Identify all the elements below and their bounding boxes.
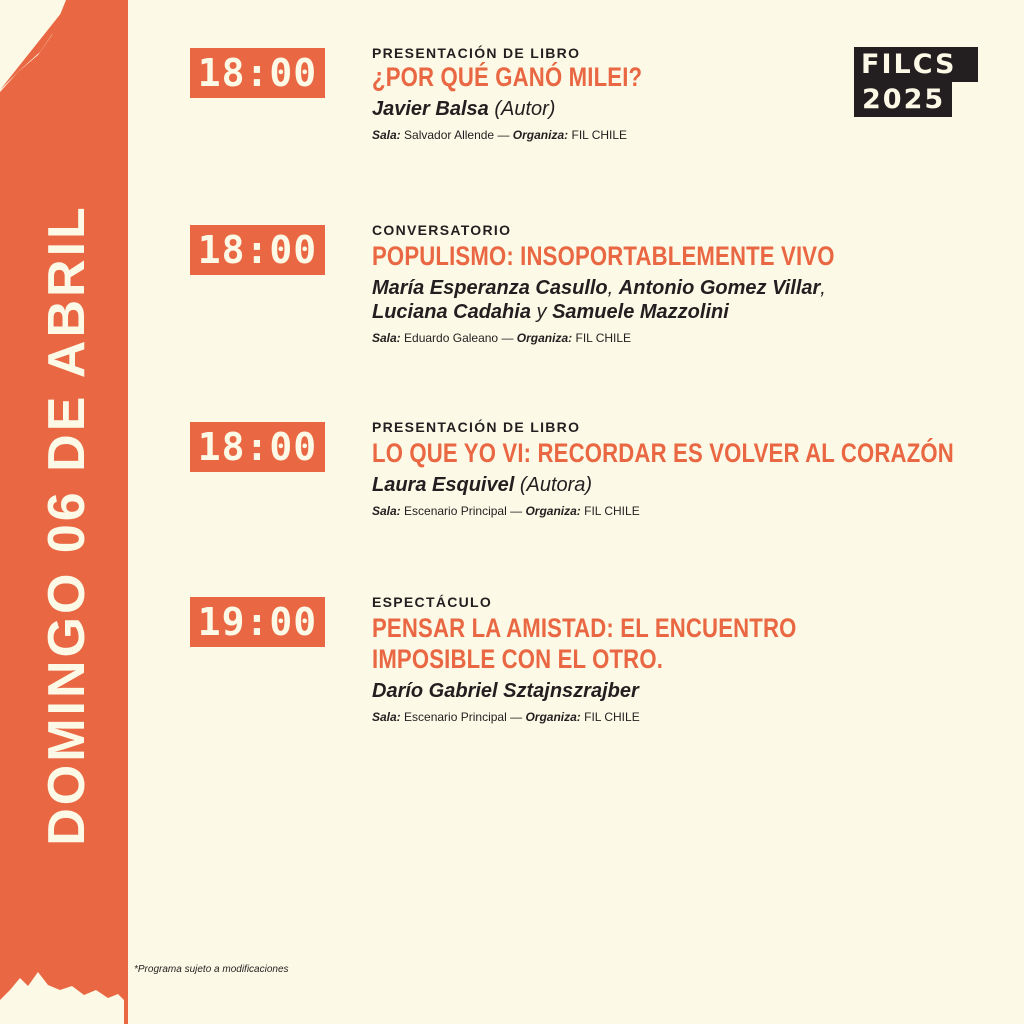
date-sidebar [0,0,128,1024]
event-info [372,44,972,142]
name-conjunction: y [530,301,553,323]
event-people [372,97,972,121]
event-meta [372,710,972,724]
meta-separator: — [501,331,514,345]
event-title: PENSAR LA AMISTAD: EL ENCUENTRO [372,613,797,643]
event-meta [372,504,972,518]
person-name: Samuele Mazzolini [552,301,729,323]
event-people [372,679,972,703]
person-name: Laura Esquivel [372,474,515,496]
organiza-label: Organiza: [516,331,573,345]
event-meta [372,331,972,345]
person-role: (Autora) [519,474,593,496]
footnote: *Programa sujeto a modificaciones [134,964,289,975]
meta-separator: — [510,710,523,724]
event-title-line-2: IMPOSIBLE CON EL OTRO. [372,644,664,674]
sala-label: Sala: [372,331,401,345]
meta-separator: — [497,128,510,142]
event-info [372,221,972,345]
organiza-label: Organiza: [525,504,581,518]
time-badge: 19:00 [190,597,325,647]
event-people [372,473,972,497]
event-meta [372,128,972,142]
organiza-value: FIL CHILE [575,331,632,345]
organiza-value: FIL CHILE [584,504,640,518]
sala-label: Sala: [372,504,401,518]
person-name: Darío Gabriel Sztajnszrajber [372,680,639,702]
event-info [372,593,972,724]
time-badge: 18:00 [190,48,325,98]
person-name: María Esperanza Casullo [372,277,608,299]
person-name: Javier Balsa [372,98,489,120]
sala-value: Escenario Principal [404,710,507,724]
event-title: LO QUE YO VI: RECORDAR ES VOLVER AL CORAZÓN [372,438,954,468]
sala-label: Sala: [372,128,401,142]
logo-line-1: FILCS [854,47,978,82]
event-info [372,418,972,518]
organiza-label: Organiza: [525,710,581,724]
date-label: DOMINGO 06 DE ABRIL [38,204,96,846]
event-people [372,276,972,324]
event-category: ESPECTÁCULO [372,594,493,610]
person-name: Luciana Cadahia [372,301,531,323]
sala-value: Escenario Principal [404,504,507,518]
event-title: POPULISMO: INSOPORTABLEMENTE VIVO [372,241,835,271]
event-category: CONVERSATORIO [372,222,512,238]
event-title: ¿POR QUÉ GANÓ MILEI? [372,62,643,92]
meta-separator: — [510,504,523,518]
organiza-value: FIL CHILE [584,710,640,724]
organiza-label: Organiza: [512,128,569,142]
logo-line-2: 2025 [854,82,952,117]
sala-label: Sala: [372,710,401,724]
sala-value: Salvador Allende [404,128,495,142]
name-separator: , [820,277,826,299]
name-separator: , [607,277,619,299]
person-role: (Autor) [494,98,556,120]
time-badge: 18:00 [190,225,325,275]
event-category: PRESENTACIÓN DE LIBRO [372,45,581,61]
time-badge: 18:00 [190,422,325,472]
sala-value: Eduardo Galeano [404,331,499,345]
person-name: Antonio Gomez Villar [618,277,821,299]
event-category: PRESENTACIÓN DE LIBRO [372,419,581,435]
organiza-value: FIL CHILE [571,128,628,142]
